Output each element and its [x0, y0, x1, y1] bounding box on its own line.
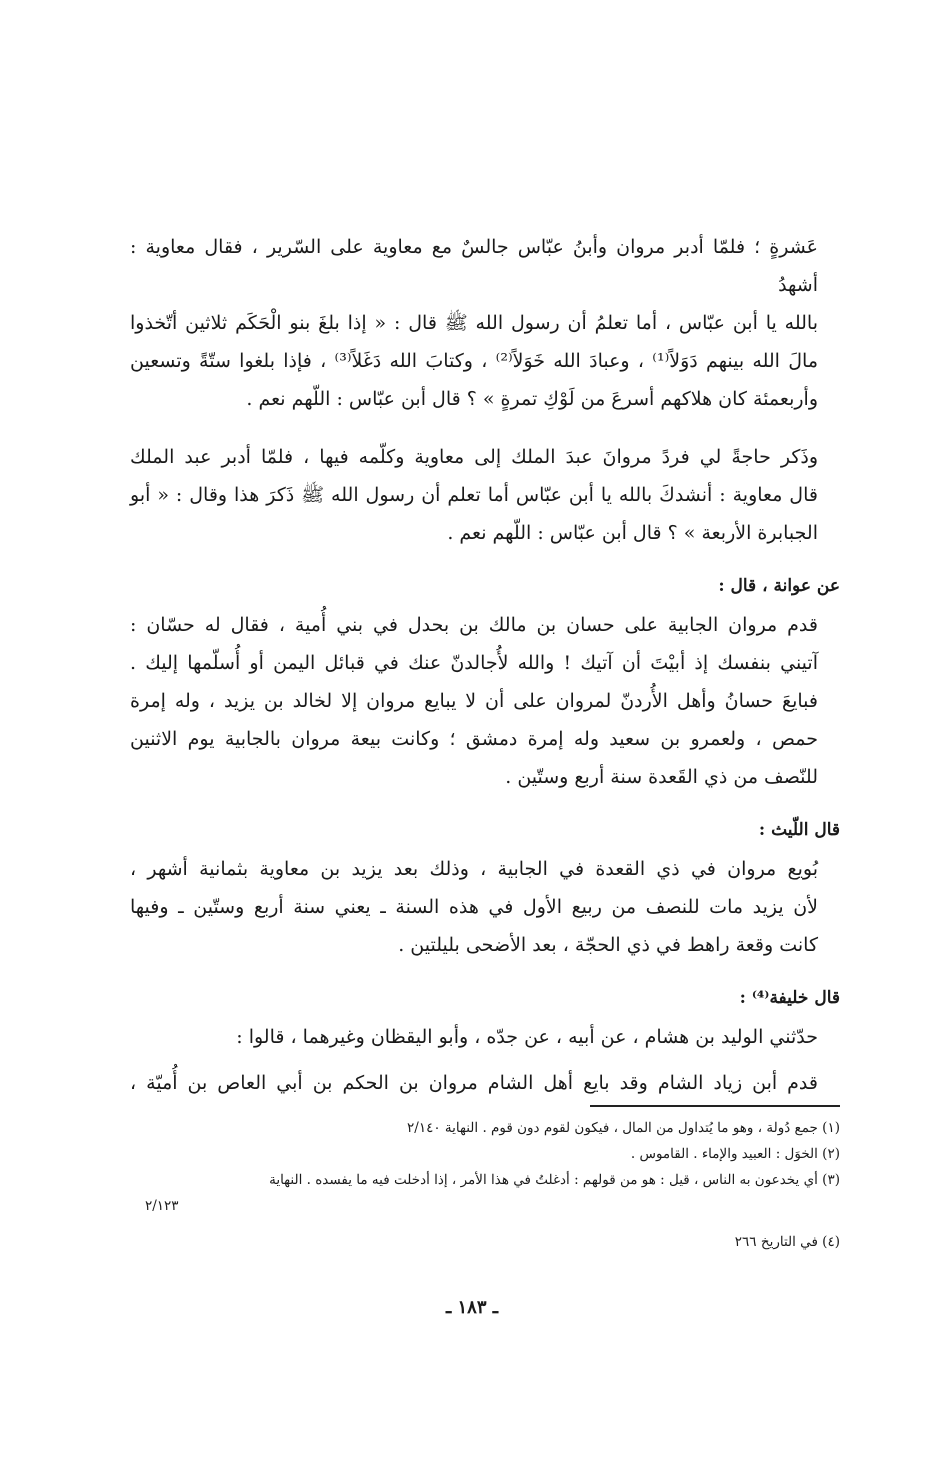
text-line: حمص ، ولعمرو بن سعيد وله إمرة دمشق ؛ وكانت بيعة مروان بالجابية يوم الاثنين [130, 728, 818, 750]
text-line: قدم أبن زياد الشام وقد بايع أهل الشام مروان بن الحكم بن أبي العاص بن أُميّة ، [130, 1072, 818, 1094]
paragraph-2 [130, 438, 840, 552]
footnotes [145, 1105, 840, 1255]
text-line: قال معاوية : أنشدكَ بالله يا أبن عبّاس أما تعلم أن رسول الله ﷺ ذَكرَ هذا وقال : « أبو [130, 484, 818, 506]
text-line: قدم مروان الجابية على حسان بن مالك بن بحدل في بني أُمية ، فقال له حسّان : [130, 614, 818, 636]
footnote-divider [590, 1105, 840, 1107]
text-line: حدّثني الوليد بن هشام ، عن أبيه ، عن جدّه ، وأبو اليقظان وغيرهما ، قالوا : [236, 1026, 818, 1048]
text-line: بُويع مروان في ذي القعدة في الجابية ، وذلك بعد يزيد بن معاوية بثمانية أشهر ، [130, 858, 818, 880]
section-heading: قال اللّيث : [758, 820, 840, 840]
footnote-3: (٣) أي يخدعون به الناس ، قيل : هو من قولهم : أدغلتُ في هذا الأمر ، إذا أدخلت فيه ما يفسده . النهاية [269, 1172, 840, 1188]
page-body [130, 228, 840, 1122]
paragraph-4 [130, 850, 840, 964]
footnote-4: (٤) في التاريخ ٢٦٦ [734, 1234, 840, 1250]
text-line: للنّصف من ذي القَعدة سنة أربع وستّين . [505, 766, 818, 788]
text-line: مالَ الله بينهم دَوَلاً⁽¹⁾ ، وعبادَ الله خَوَلاً⁽²⁾ ، وكتابَ الله دَغَلاً⁽³⁾ ، فإذا بلغوا ستّةً وتسعين [130, 350, 819, 372]
footnote-1: (١) جمع دُولة ، وهو ما يُتداول من المال ، فيكون لقوم دون قوم . النهاية ٢/١٤٠ [407, 1120, 840, 1136]
text-line: وذَكر حاجةً لي فردً مروانَ عبدَ الملك إلى معاوية وكلّمه فيها ، فلمّا أدبر عبد الملك [130, 446, 818, 468]
footnote-2: (٢) الخوَل : العبيد والإماء . القاموس . [630, 1146, 840, 1162]
text-line: بالله يا أبن عبّاس ، أما تعلمُ أن رسول الله ﷺ قال : « إذا بلغَ بنو الْحَكَم ثلاثين أتّخذوا [130, 312, 818, 334]
page-number: ـ ١٨٣ ـ [445, 1297, 499, 1318]
text-line: عَشرةٍ ؛ فلمّا أدبر مروان وأبنُ عبّاس جالسٌ مع معاوية على السّرير ، فقال معاوية : أشهدُ [130, 236, 818, 296]
text-line: آتيني بنفسك إذ أبيْتَ أن آتيك ! والله لأُجالدنّ عنك في قبائل اليمن أو أُسلّمها إليك . [130, 652, 818, 674]
paragraph-6 [130, 1064, 840, 1102]
text-line: وأربعمئة كان هلاكهم أسرعَ من لَوْكِ تمرةٍ » ؟ قال أبن عبّاس : اللّهم نعم . [246, 388, 818, 410]
paragraph-5 [130, 1018, 840, 1056]
footnote-3-continuation: ٢/١٢٣ [145, 1198, 179, 1214]
text-line: الجبابرة الأربعة » ؟ قال أبن عبّاس : اللّهم نعم . [447, 522, 818, 544]
text-line: كانت وقعة راهط في ذي الحجّة ، بعد الأضحى بليلتين . [398, 934, 818, 956]
paragraph-3 [130, 606, 840, 796]
text-line: لأن يزيد مات للنصف من ربيع الأول في هذه السنة ـ يعني سنة أربع وستّين ـ وفيها [130, 896, 818, 918]
text-line: فبايعَ حسانُ وأهل الأُردنّ لمروان على أن لا يبايع مروان إلا لخالد بن يزيد ، وله إمرة [130, 690, 818, 712]
section-heading: قال خليفة⁽⁴⁾ : [739, 988, 840, 1008]
section-heading: عن عوانة ، قال : [718, 576, 840, 596]
paragraph-1 [130, 228, 840, 418]
